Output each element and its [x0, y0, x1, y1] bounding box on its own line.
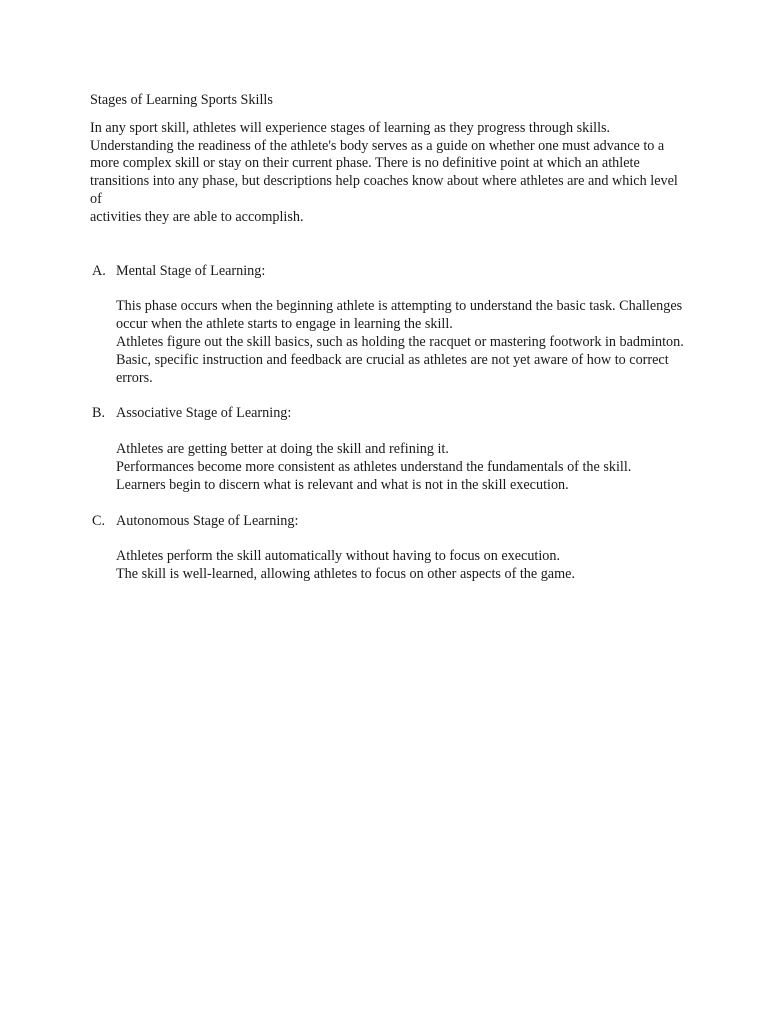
stage-heading: Autonomous Stage of Learning: [116, 512, 299, 529]
document-title: Stages of Learning Sports Skills [90, 92, 273, 108]
stage-section-mental [90, 263, 690, 388]
stages-list [90, 263, 690, 584]
stage-heading: Associative Stage of Learning: [116, 405, 292, 422]
intro-line: Understanding the readiness of the athlete's body serves as a guide on whether one must advance to a [90, 137, 665, 154]
description-line: Performances become more consistent as athletes understand the fundamentals of the skill. [116, 458, 632, 475]
stage-description [116, 548, 690, 584]
stage-section-autonomous [90, 513, 690, 584]
intro-line: In any sport skill, athletes will experience stages of learning as they progress through skills. [90, 119, 611, 136]
intro-line: more complex skill or stay on their current phase. There is no definitive point at which an athlete [90, 155, 640, 172]
list-marker: C. [92, 512, 106, 529]
description-line: Basic, specific instruction and feedback are crucial as athletes are not yet aware of how to correct [116, 351, 669, 368]
description-line: Athletes are getting better at doing the skill and refining it. [116, 441, 449, 458]
stage-description [116, 441, 690, 494]
stage-section-associative [90, 405, 690, 494]
description-line: Athletes figure out the skill basics, such as holding the racquet or mastering footwork in badminton. [116, 333, 684, 350]
description-line: errors. [116, 369, 153, 386]
document-page [90, 92, 690, 602]
stage-heading: Mental Stage of Learning: [116, 262, 266, 279]
list-marker: A. [92, 262, 106, 279]
description-line: The skill is well-learned, allowing athletes to focus on other aspects of the game. [116, 566, 575, 583]
list-marker: B. [92, 405, 106, 422]
description-line: occur when the athlete starts to engage in learning the skill. [116, 316, 453, 333]
description-line: Athletes perform the skill automatically without having to focus on execution. [116, 548, 561, 565]
intro-line: activities they are able to accomplish. [90, 208, 304, 225]
description-line: Learners begin to discern what is relevant and what is not in the skill execution. [116, 476, 569, 493]
intro-line: transitions into any phase, but descriptions help coaches know about where athletes are and which level of [90, 173, 678, 207]
description-line: This phase occurs when the beginning athlete is attempting to understand the basic task. Challenges [116, 298, 683, 315]
intro-paragraph [90, 120, 690, 227]
stage-description [116, 298, 690, 387]
